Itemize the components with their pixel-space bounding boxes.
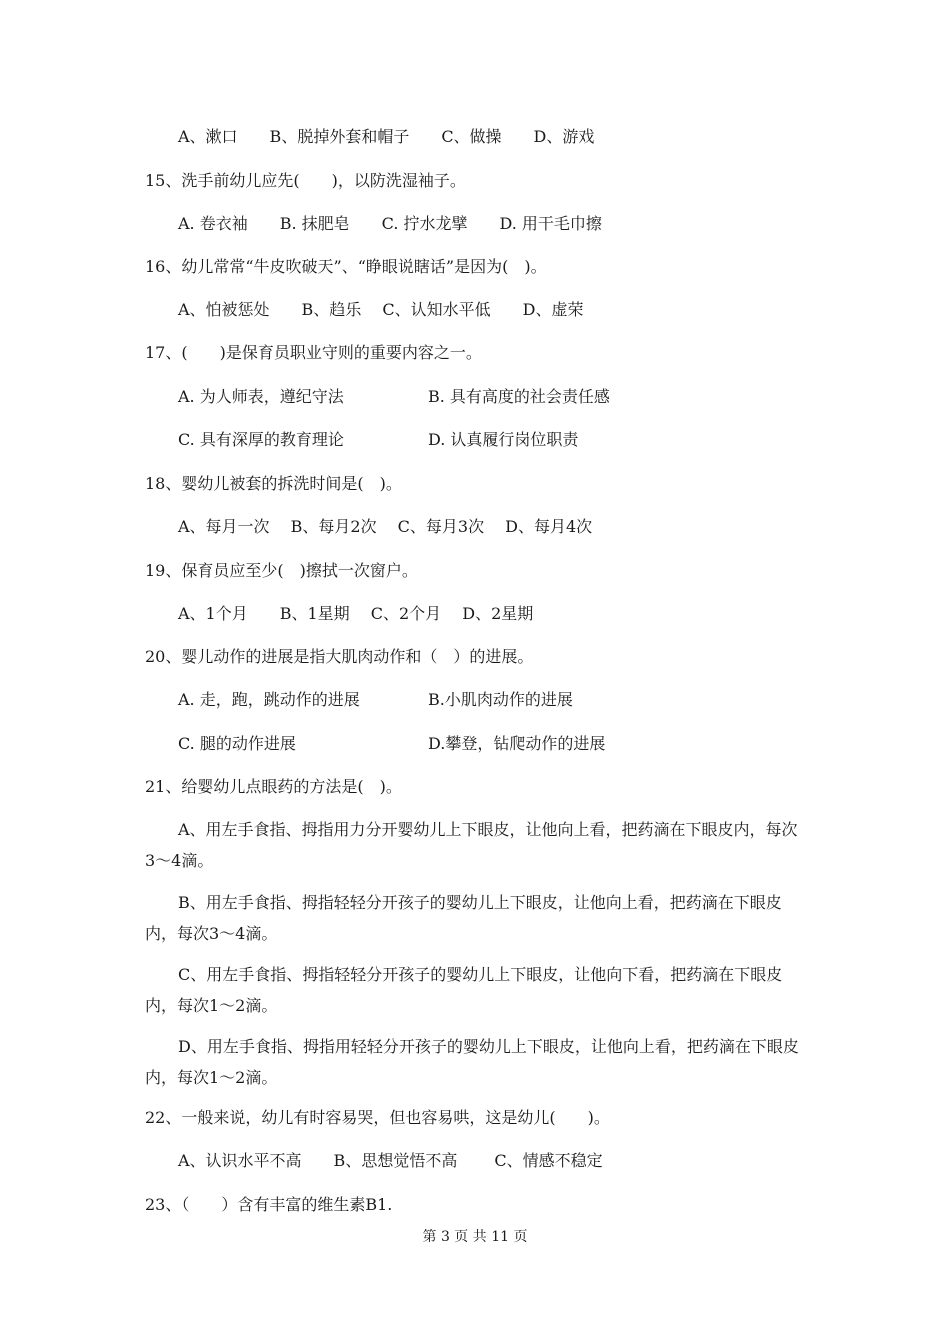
option-21-b: B、用左手食指、拇指轻轻分开孩子的婴幼儿上下眼皮，让他向上看，把药滴在下眼皮内，每次3～4滴。	[145, 893, 782, 943]
options-19: A、1个月 B、1星期 C、2个月 D、2星期	[178, 604, 534, 623]
option-21-d: D、用左手食指、拇指用轻轻分开孩子的婴幼儿上下眼皮，让他向上看，把药滴在下眼皮内，每次1～2滴。	[145, 1037, 799, 1087]
option-20-c: C. 腿的动作进展	[178, 734, 296, 753]
question-22: 22、一般来说，幼儿有时容易哭，但也容易哄，这是幼儿( )。	[145, 1108, 610, 1127]
question-20: 20、婴儿动作的进展是指大肌肉动作和（ ）的进展。	[145, 647, 534, 666]
options-14: A、漱口 B、脱掉外套和帽子 C、做操 D、游戏	[178, 127, 595, 146]
question-21: 21、给婴幼儿点眼药的方法是( )。	[145, 777, 402, 796]
question-23: 23、（ ）含有丰富的维生素B1.	[145, 1195, 393, 1214]
question-19: 19、保育员应至少( )擦拭一次窗户。	[145, 561, 418, 580]
options-16: A、怕被惩处 B、趋乐 C、认知水平低 D、虚荣	[178, 300, 584, 319]
option-20-b: B.小肌肉动作的进展	[428, 690, 573, 709]
option-21-c: C、用左手食指、拇指轻轻分开孩子的婴幼儿上下眼皮，让他向下看，把药滴在下眼皮内，每次1～2滴。	[145, 965, 783, 1015]
options-18: A、每月一次 B、每月2次 C、每月3次 D、每月4次	[178, 517, 593, 536]
option-17-c: C. 具有深厚的教育理论	[178, 430, 344, 449]
option-17-b: B. 具有高度的社会责任感	[428, 387, 610, 406]
option-21-a: A、用左手食指、拇指用力分开婴幼儿上下眼皮，让他向上看，把药滴在下眼皮内，每次3～4滴。	[145, 820, 798, 870]
option-17-d: D. 认真履行岗位职责	[428, 430, 579, 449]
option-20-a: A. 走，跑，跳动作的进展	[178, 690, 360, 709]
question-18: 18、婴幼儿被套的拆洗时间是( )。	[145, 474, 402, 493]
question-16: 16、幼儿常常“牛皮吹破天”、“睁眼说瞎话”是因为( )。	[145, 257, 547, 276]
option-20-d: D.攀登，钻爬动作的进展	[428, 734, 606, 753]
options-22: A、认识水平不高 B、思想觉悟不高 C、情感不稳定	[178, 1151, 603, 1170]
question-17: 17、( )是保育员职业守则的重要内容之一。	[145, 343, 482, 362]
option-17-a: A. 为人师表，遵纪守法	[178, 387, 344, 406]
question-15: 15、洗手前幼儿应先( )，以防洗湿袖子。	[145, 171, 466, 190]
page-footer: 第 3 页 共 11 页	[422, 1229, 528, 1245]
options-15: A. 卷衣袖 B. 抹肥皂 C. 拧水龙擘 D. 用干毛巾擦	[178, 214, 602, 233]
